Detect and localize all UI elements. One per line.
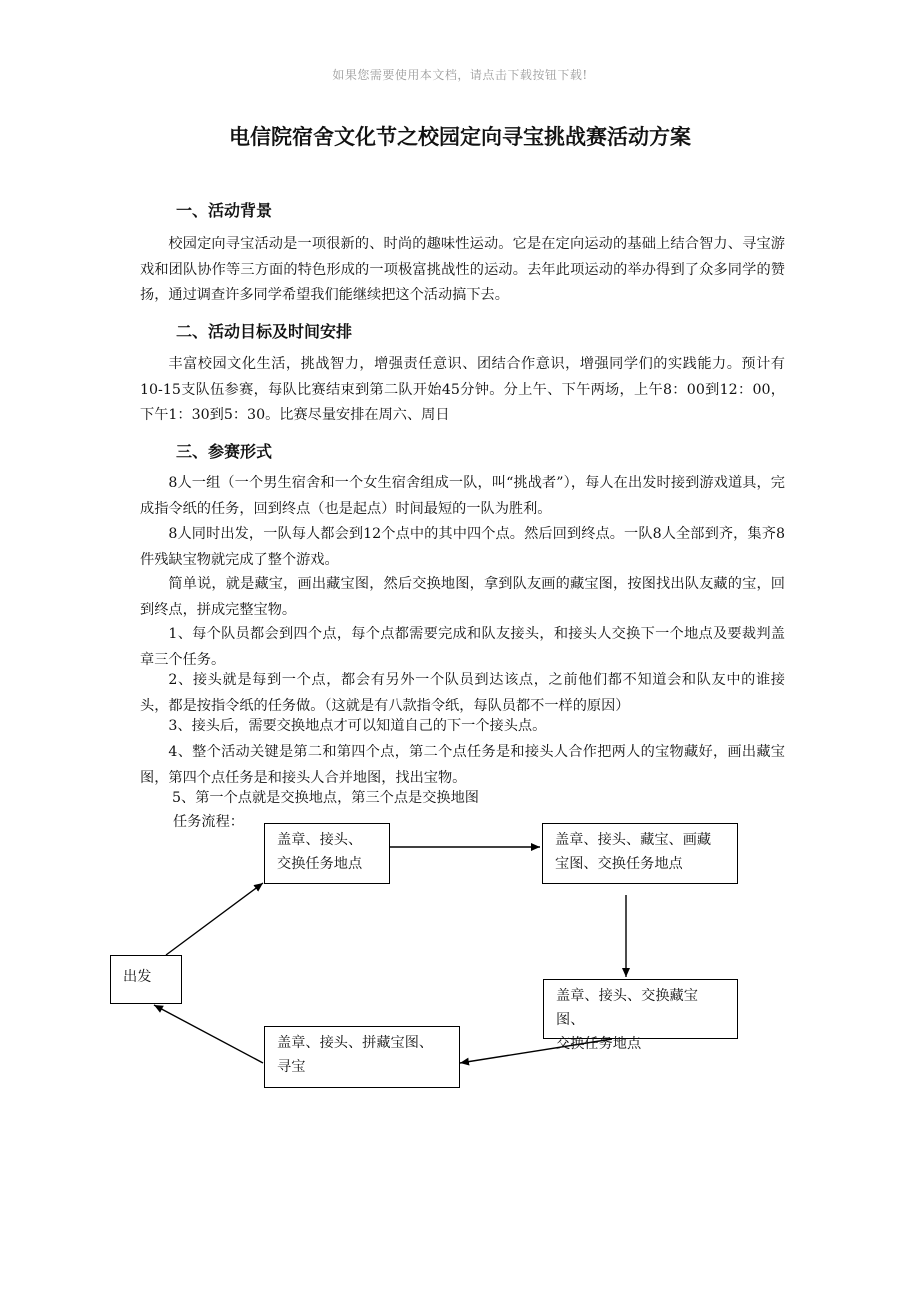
flow-box-step1 xyxy=(264,823,390,884)
download-watermark: 如果您需要使用本文档，请点击下载按钮下载! xyxy=(332,68,588,82)
flow-step4-line1: 盖章、接头、拼藏宝图、 xyxy=(277,1035,434,1051)
flow-box-start xyxy=(110,955,182,1004)
paragraph-goals: 丰富校园文化生活，挑战智力，增强责任意识、团结合作意识，增强同学们的实践能力。预计有10-15支队伍参赛，每队比赛结束到第二队开始45分钟。分上午、下午两场，上午8：00到12：00，下午1：30到5：30。比赛尽量安排在周六、周日 xyxy=(140,356,785,423)
paragraph-format-1: 8人一组（一个男生宿舍和一个女生宿舍组成一队，叫“挑战者”），每人在出发时接到游戏道具，完成指令纸的任务，回到终点（也是起点）时间最短的一队为胜利。 xyxy=(140,475,785,517)
paragraph-format-2: 8人同时出发，一队每人都会到12个点中的其中四个点。然后回到终点。一队8人全部到齐，集齐8件残缺宝物就完成了整个游戏。 xyxy=(140,526,785,568)
paragraph-rule-3: 3、接头后，需要交换地点才可以知道自己的下一个接头点。 xyxy=(168,718,547,734)
section-heading-background: 一、活动背景 xyxy=(176,201,273,220)
paragraph-rule-1: 1、每个队员都会到四个点，每个点都需要完成和队友接头，和接头人交换下一个地点及要裁判盖章三个任务。 xyxy=(140,626,785,668)
flow-step3-line2: 交换任务地点 xyxy=(556,1036,642,1052)
paragraph-rule-2: 2、接头就是每到一个点，都会有另外一个队员到达该点，之前他们都不知道会和队友中的谁接头，都是按指令纸的任务做。（这就是有八款指令纸，每队员都不一样的原因） xyxy=(140,672,785,714)
flow-label: 任务流程： xyxy=(173,814,244,830)
paragraph-background: 校园定向寻宝活动是一项很新的、时尚的趣味性运动。它是在定向运动的基础上结合智力、寻宝游戏和团队协作等三方面的特色形成的一项极富挑战性的运动。去年此项运动的举办得到了众多同学的赞扬，通过调查许多同学希望我们能继续把这个活动搞下去。 xyxy=(140,236,785,303)
document-title: 电信院宿舍文化节之校园定向寻宝挑战赛活动方案 xyxy=(229,125,691,149)
flow-step1-line2: 交换任务地点 xyxy=(277,856,363,872)
paragraph-rule-5: 5、第一个点就是交换地点，第三个点是交换地图 xyxy=(172,790,479,806)
flow-step1-line1: 盖章、接头、 xyxy=(277,832,363,848)
arrow-step4-to-start xyxy=(154,1005,263,1063)
flow-step3-line1: 盖章、接头、交换藏宝图、 xyxy=(556,988,698,1028)
flow-box-step4 xyxy=(264,1026,460,1088)
paragraph-rule-4: 4、整个活动关键是第二和第四个点，第二个点任务是和接头人合作把两人的宝物藏好，画出藏宝图，第四个点任务是和接头人合并地图，找出宝物。 xyxy=(140,744,785,786)
flow-box-step3 xyxy=(543,979,738,1052)
flow-step4-line2: 寻宝 xyxy=(277,1059,306,1075)
flow-step2-line2: 宝图、交换任务地点 xyxy=(555,856,683,872)
arrow-start-to-step1 xyxy=(166,883,263,955)
paragraph-format-3: 简单说，就是藏宝，画出藏宝图，然后交换地图，拿到队友画的藏宝图，按图找出队友藏的宝，回到终点，拼成完整宝物。 xyxy=(140,576,785,618)
flow-step2-line1: 盖章、接头、藏宝、画藏 xyxy=(555,832,712,848)
section-heading-goals: 二、活动目标及时间安排 xyxy=(176,322,353,341)
flow-start-label: 出发 xyxy=(123,969,152,985)
section-heading-format: 三、参赛形式 xyxy=(176,442,273,461)
flow-box-step2 xyxy=(542,823,738,884)
